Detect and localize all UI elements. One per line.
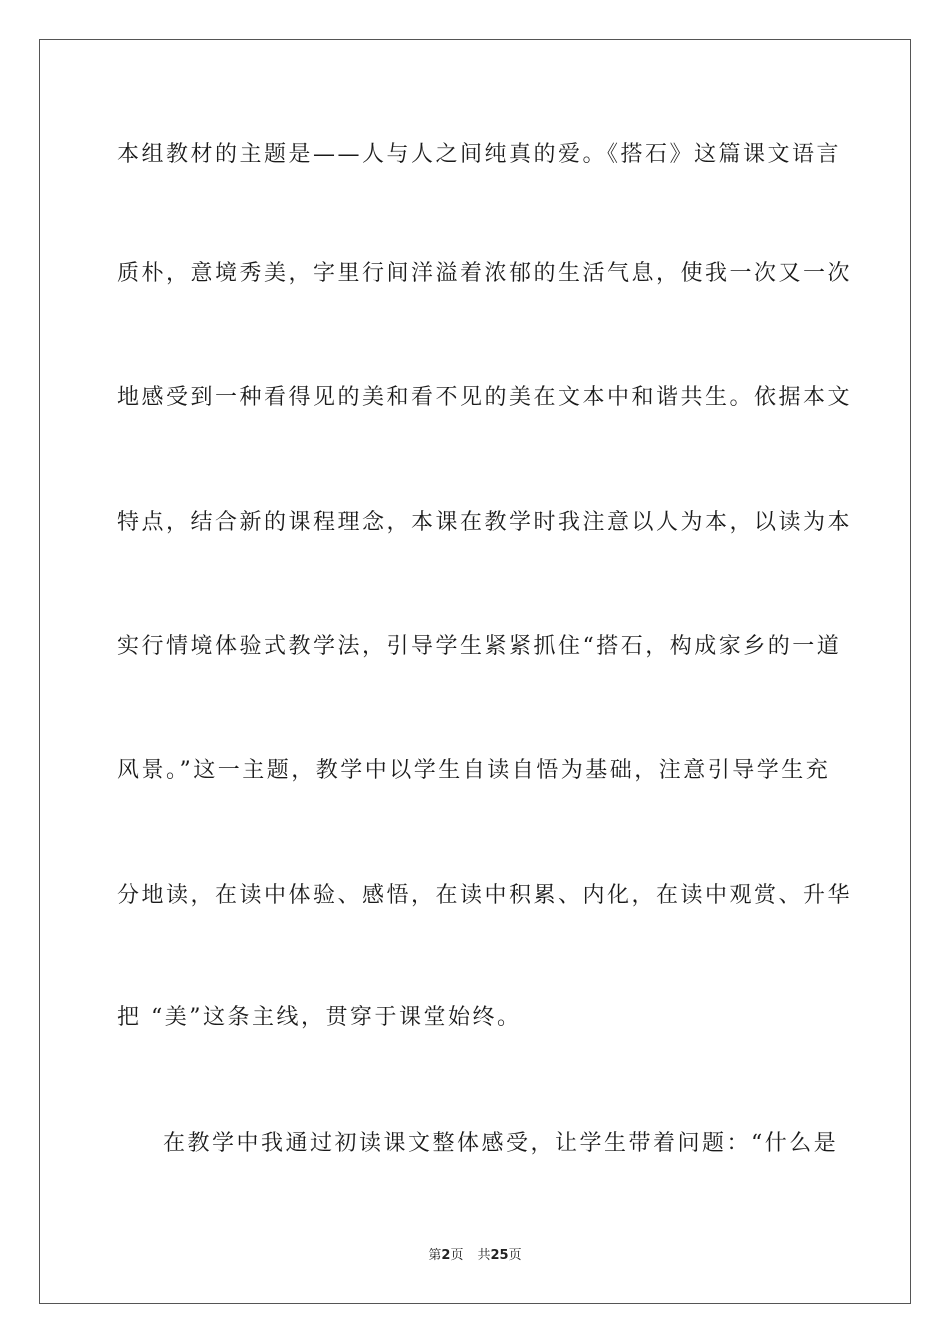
total-label-prefix: 共	[477, 1248, 491, 1263]
page-border	[39, 39, 911, 1304]
page-label-suffix: 页	[450, 1248, 464, 1263]
body-text-line: 风景。”这一主题，教学中以学生自读自悟为基础，注意引导学生充	[117, 758, 831, 783]
page-footer	[0, 1247, 950, 1265]
body-text-line: 把 “美”这条主线，贯穿于课堂始终。	[117, 1005, 522, 1030]
body-text-line: 质朴，意境秀美，字里行间洋溢着浓郁的生活气息，使我一次又一次	[117, 261, 853, 286]
body-text-line: 实行情境体验式教学法，引导学生紧紧抓住“搭石，构成家乡的一道	[117, 634, 842, 659]
body-text-line: 地感受到一种看得见的美和看不见的美在文本中和谐共生。依据本文	[117, 385, 853, 410]
body-text-line: 分地读，在读中体验、感悟，在读中积累、内化，在读中观赏、升华	[117, 883, 853, 908]
total-page-count: 25	[490, 1248, 509, 1263]
page-label-prefix: 第	[428, 1248, 442, 1263]
body-text-line: 本组教材的主题是——人与人之间纯真的爱。《搭石》这篇课文语言	[117, 142, 842, 167]
paragraph-first-line: 在教学中我通过初读课文整体感受，让学生带着问题：“什么是	[163, 1131, 839, 1156]
body-text-line: 特点，结合新的课程理念，本课在教学时我注意以人为本，以读为本	[117, 510, 853, 535]
current-page-number: 2	[441, 1248, 451, 1263]
total-label-suffix: 页	[508, 1248, 522, 1263]
